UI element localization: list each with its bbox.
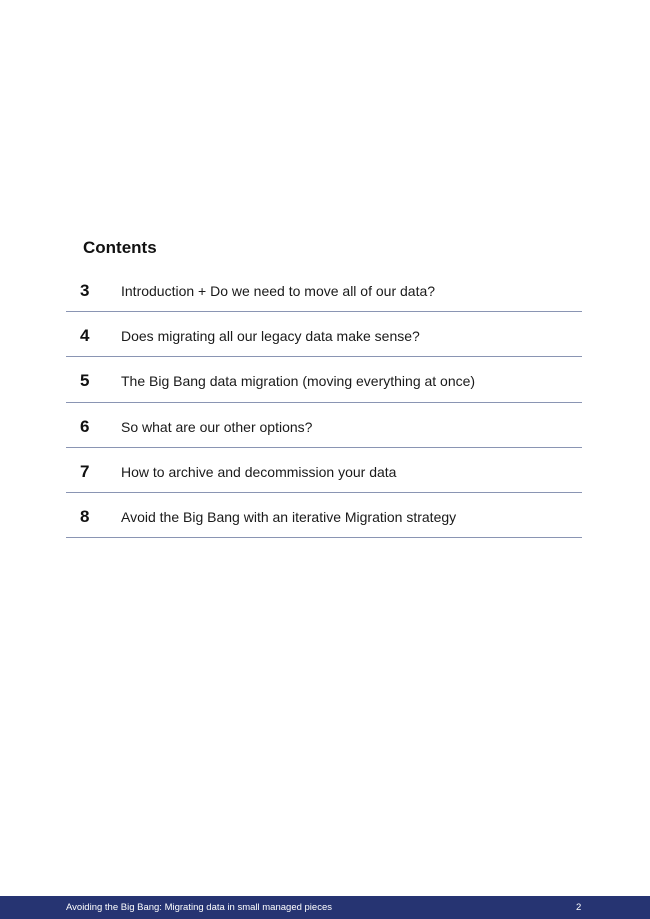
footer-page-number: 2 (576, 902, 582, 913)
contents-heading: Contents (83, 238, 157, 257)
toc-entry-title[interactable]: Does migrating all our legacy data make sense? (121, 328, 420, 345)
toc-entry-title[interactable]: Introduction + Do we need to move all of our data? (121, 283, 436, 299)
toc-entry-title[interactable]: So what are our other options? (121, 418, 313, 435)
toc-row[interactable] (66, 493, 582, 538)
toc-page-number: 8 (80, 506, 90, 526)
toc-page-number: 3 (80, 281, 90, 300)
footer-document-title: Avoiding the Big Bang: Migrating data in small managed pieces (66, 902, 332, 913)
toc-row[interactable] (66, 403, 582, 448)
toc-page-number: 5 (80, 371, 90, 391)
table-of-contents (66, 267, 582, 538)
toc-page-number: 6 (80, 416, 90, 436)
toc-row[interactable] (66, 312, 582, 357)
toc-entry-title[interactable]: How to archive and decommission your data (121, 463, 397, 480)
toc-page-number: 4 (80, 326, 90, 346)
toc-entry-title[interactable]: The Big Bang data migration (moving everything at once) (121, 373, 476, 390)
page-footer (0, 896, 650, 919)
toc-row[interactable] (66, 267, 582, 312)
toc-entry-title[interactable]: Avoid the Big Bang with an iterative Migration strategy (121, 508, 457, 525)
toc-page-number: 7 (80, 461, 90, 481)
toc-row[interactable] (66, 357, 582, 402)
toc-row[interactable] (66, 448, 582, 493)
